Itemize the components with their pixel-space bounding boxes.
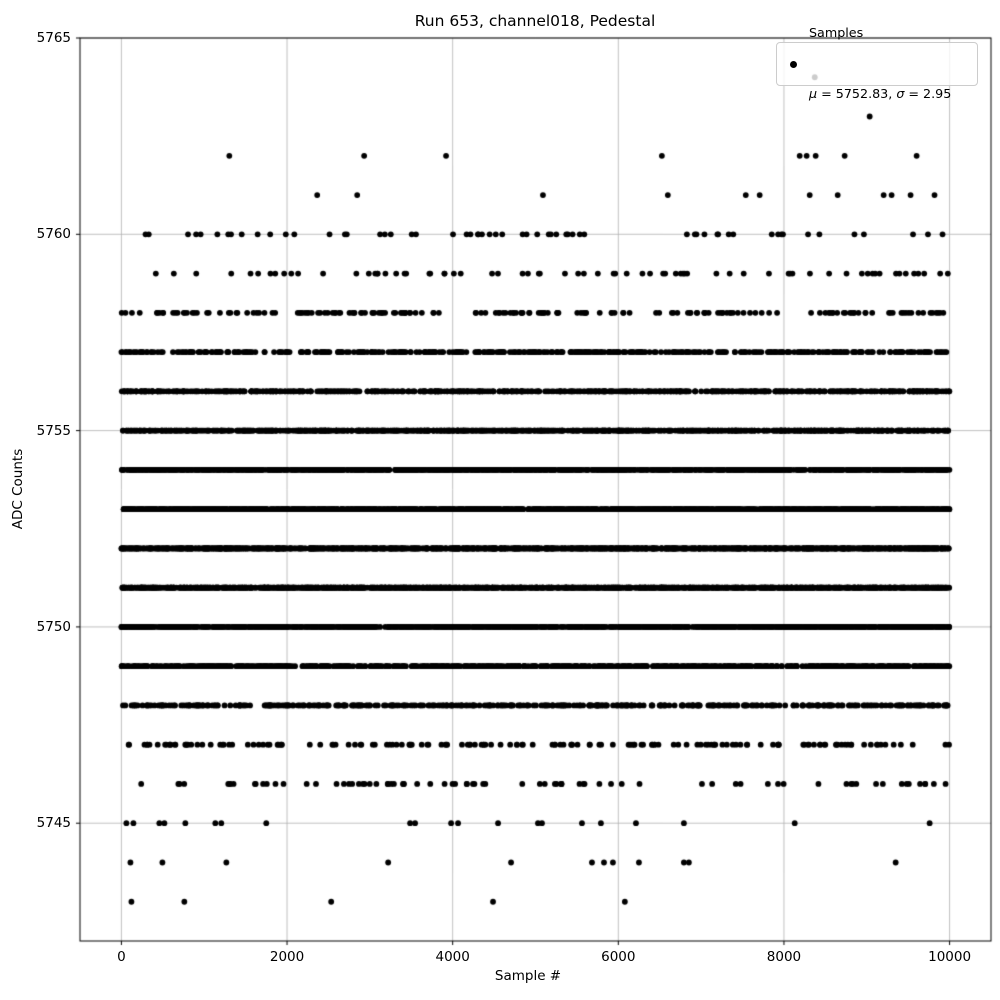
mu-value: = 5752.83, <box>817 86 897 102</box>
x-tick-label: 8000 <box>766 949 802 965</box>
x-tick-label: 10000 <box>928 949 972 965</box>
x-tick-label: 6000 <box>601 949 636 965</box>
y-tick-label: 5745 <box>36 815 71 832</box>
legend-entry-label: Samples <box>809 25 864 41</box>
y-tick-label: 5750 <box>36 618 71 635</box>
legend-marker-column <box>777 61 809 68</box>
chart-title: Run 653, channel018, Pedestal <box>414 12 656 30</box>
y-axis-label: ADC Counts <box>10 448 26 530</box>
x-axis-label: Sample # <box>494 968 562 984</box>
sigma-symbol: σ <box>896 86 905 102</box>
x-tick-label: 2000 <box>269 949 305 965</box>
legend <box>776 25 978 102</box>
scatter-marker-icon <box>790 61 797 68</box>
y-tick-label: 5760 <box>36 226 71 243</box>
legend-text <box>809 0 951 145</box>
sigma-value: = 2.95 <box>904 86 952 102</box>
x-tick-label: 4000 <box>435 949 470 965</box>
y-tick-label: 5755 <box>36 422 71 439</box>
mu-symbol: μ <box>809 86 818 102</box>
legend-entry-stats <box>809 84 951 104</box>
x-tick-label: 0 <box>117 949 126 965</box>
y-tick-label: 5765 <box>36 30 71 46</box>
